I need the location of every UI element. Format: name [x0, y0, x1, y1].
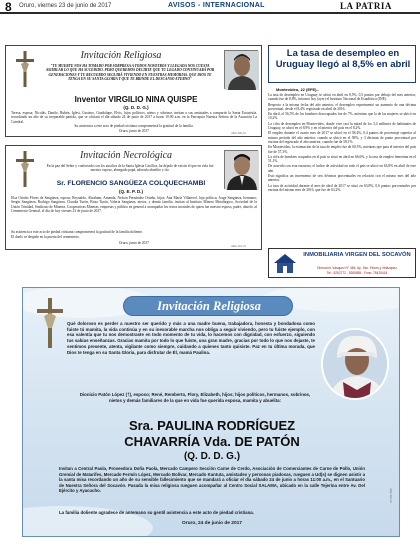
notice-title: Invitación Religiosa [80, 50, 162, 61]
deceased-name: Sr. FLORENCIO SANGÜEZA COLQUECHAMBI [56, 180, 206, 187]
notice-family: Dionicio Patón López (†), esposo; René, Remberto, Flory, Elizabeth, hijos; hijos políticos, hermanos, sobrinos, nietos y demás familiares de la que en vida fue querida esposa, mamita y abuelita: [79, 392, 311, 403]
real-estate-ad [268, 248, 416, 278]
article-paragraph: La cifra de desempleo en Montevideo, donde vive casi la mitad de los 3,4 millones de habitantes de Uruguay, se ubicó en el 8,9% y en el interior del país en el 8,2%. [268, 121, 416, 131]
article-paragraph: En Montevideo, la estimación de la tasa de empleo fue de 60,5%, mientras que para el interior del país fue de 57,3%. [268, 145, 416, 154]
ad-name: INMOBILIARIA VIRGEN DEL SOCAVÓN [303, 252, 411, 258]
article-paragraph: En abril, el 56,5% de los hombres desocupados fue de 7%, mientras que la de las mujeres se ubicó en 10,2%. [268, 112, 416, 121]
article-paragraph: La tasa de desempleo en Uruguay se ubicó en abril en 8,5%, 0,3 puntos por debajo del mes anterior, cuando fue de 8,8%, informó hoy (ayer) el Instituto Nacional de Estadística (INE). [268, 93, 416, 102]
notice-body: Teresa, esposa; Nicolás, Danilo, Rubén, Iglesi, Gustavo, Guadalupe, Elvis, hijos políticos, nietos y sobrinos invitan a sus amistades a compartir la Santa Eucaristía, recordando un año de su irreparable partida, que se oficiará el día sábado 24 de junio de 2017 a horas 10:00 a.m. en la Parroquia Nuestra Señora de la Asunción La Catedral. [11, 111, 257, 124]
page-number: 8 [5, 0, 12, 14]
cross-icon [14, 150, 36, 190]
newspaper-logo: LA PATRIA [340, 1, 392, 11]
notice-thanks: Su asistencia a este acto de piedad cristiana comprometerá la gratitud de la familia. [74, 124, 194, 128]
house-icon [272, 252, 298, 274]
article-paragraph: Respecto a la misma fecha del año anterior, el desempleo experimentó un aumento de una décima porcentual, desde el 8,4% registrado en abril de 2016. [268, 102, 416, 111]
notice-code: ARG-560-16 [231, 132, 246, 135]
notice-extra: El duelo se despide en la puerta del cementerio. [11, 235, 80, 239]
article-paragraph: La cifra de hombres ocupados en el país se situó en abril en 66,6%, y la tasa de empleo femenina en el 51,1%. [268, 154, 416, 164]
notice-title: Invitación Necrológica [79, 150, 173, 161]
notice-thanks: Su asistencia a este acto de piedad cristiana comprometerá la gratitud de la familia doliente. [11, 230, 143, 234]
news-article [268, 45, 416, 245]
notice-place-date: Oruro, 24 de junio de 2017 [182, 521, 242, 526]
notice-invitacion-religiosa-2 [22, 287, 400, 537]
notice-quote: "TU MUERTE NOS HA TOMADO POR SORPRESA A TODOS NOSOTROS Y LLEGADA NOS CUESTA ASIMILAR LO QUE HA SUCEDIDO. PERO QUEREMOS DECIRTE QUE TU LEGADO CONTINUARÁ POR GENERACIONES Y TU RECUERDO SEGUIRÁ VIVIENDO EN NUESTRAS MEMORIAS. QUE DIOS TE TENGA EN SU SANTA GLORIA Y QUE TE BRINDE EL DESCANSO ETERNO" [45, 64, 215, 82]
issue-date: Oruro, viernes 23 de junio de 2017 [19, 3, 112, 9]
notice-code: ARG-562-16 [389, 488, 392, 503]
article-headline-box [268, 45, 416, 83]
notice-title-banner [123, 296, 293, 316]
article-body [268, 93, 416, 243]
article-headline: La tasa de desempleo en Uruguay llegó al 8,5% en abril [275, 48, 411, 70]
cross-icon [33, 296, 67, 352]
article-paragraph: La tasa de actividad durante el mes de abril de 2017 se situó en 63,8%, 0,6 puntos porcentuales por encima del mismo mes de 2016, que fue de 63,2%. [268, 183, 416, 192]
notice-body: Elsa Ortuño Flores de Sangüeza, esposa; Reynaldo, Abraham, Amanda, Nelson Fernández Ortuño, hijos; Ana María Villarroel, hija política; Jorge Sangüeza, hermano; Sergio Sangüeza, Rodrigo Sangüeza, Claudia Turón, Brisa Turón, Valeria Sangüeza, nietos; y demás familia, invitan al Instituto Minero Metalúrgico, Sociedad de la Unión Trinidad, Sindicato de Minería, Cooperativas Mineras, empresas y público en general a acompañar los restos mortales de quien fue nuestro esposo, padre, abuelo, al Cementerio General, el día de hoy viernes 23 de junio de 2017. [11, 196, 257, 214]
deceased-name-line1: Sra. PAULINA RODRÍGUEZ [128, 418, 296, 433]
article-paragraph: Esto significa un incremento de seis décimas porcentuales en relación con el mismo mes del año anterior. [268, 174, 416, 183]
page-header [0, 0, 420, 14]
notice-body: Invitan a Central Paola, Proveedora Doña Paola, Mercado Campero Sección Carne de Cerdo, Asociación de Comerciantes de Carne de Pollo, Unión Gremial de Matarifes, Mercado Fermín López, Mercado Bolívar, Mercado Kantuta, amistades y personas piadosas, rueguen a Ud(s) se dignen asistir a la santa misa recordando un año de su sensible fallecimiento que se mandará a oficiar el día sábado 24 de junio a horas 11:00 a.m., en el Santuario de Nuestra Señora del Socavón. Pasada la misa religiosa rueguen acompañar al Centro Social SALAMA, ubicado en la calle Tejerina entre Av. Del Ejército y Ayacucho. [59, 466, 365, 493]
deceased-photo [224, 150, 258, 189]
notice-title: Invitación Religiosa [157, 299, 261, 313]
cross-icon [14, 50, 36, 90]
rest-in-peace: (Q. D. D. G.) [183, 451, 241, 462]
rest-in-peace: (Q. E. P. D.) [119, 189, 143, 194]
article-paragraph: El empleo durante el cuarto mes de 2017 se ubicó en el 58,4%, 0,4 puntos de porcentaje superior al mismo período del año anterior, cuando se ubicó en el 58%, y 3 décimas de punto porcentual por encima del registrado el año anterior, cuando fue de 58,1%. [268, 131, 416, 144]
rest-in-peace: (Q. D. D. G.) [123, 105, 149, 110]
notice-code: ARG-561-16 [231, 245, 246, 248]
ad-address: Dirección: Vásquez N° 484, Ap. Sec. Flores y Velázquez [317, 266, 397, 270]
notice-thanks: La familia doliente agradece de antemano su gentil asistencia a este acto de piedad cristiana. [59, 510, 254, 515]
deceased-photo [224, 50, 258, 89]
ad-phone: Tel.: 5252772 - 5280855 - Fono: 78425418 [326, 271, 388, 275]
section-title: AVISOS - INTERNACIONAL [168, 2, 265, 9]
notice-intro: En la paz del Señor y confortado con los auxilios de la Santa Iglesia Católica, ha dejado de existir el que en vida fue nuestro esposo, abnegado papá, adorado abuelito y tío: [46, 164, 214, 173]
deceased-name-line2: CHAVARRÍA Vda. DE PATÓN [124, 434, 300, 449]
article-dateline: Montevideo, 22 (EFE).- [276, 87, 319, 92]
notice-place-date: Oruro, junio de 2017 [118, 241, 150, 245]
notice-paragraph: Qué doloroso es perder a nuestro ser querido y más a una madre buena, trabajadora, honesta y bondadosa como fuiste tú mamita, la vida continúa y en su inexorable marcha nos obliga a seguir viviendo, pero tu fuiste ejemplo, con esa valentía que tu nos demostraste en todo momento de tu vida, lo hacemos con dignidad, con esfuerzo, siguiendo tus sabias enseñanzas. Gracias mamita por todo lo que fuiste, una gran madre, gracias por todo lo que nos dejaste, te sentimos presente, atenta, vigilante como siempre, cuidando a quienes tanto quisiste. Paz en tu última morada, que Dios te tenga en su Santa Gloria, para disfrutar de Él, mamá Paulina. [67, 321, 315, 355]
notice-invitacion-religiosa-1 [5, 45, 262, 137]
notice-place-date: Oruro, junio de 2017 [118, 129, 150, 133]
deceased-photo [321, 328, 389, 400]
article-paragraph: De acuerdo con esta encuesta, el índice de actividad en todo el país se ubicó en 63,8% en abril de este año. [268, 164, 416, 173]
notice-invitacion-necrologica [5, 145, 262, 250]
deceased-name: Inventor VIRGILIO NINA QUISPE [74, 95, 198, 104]
